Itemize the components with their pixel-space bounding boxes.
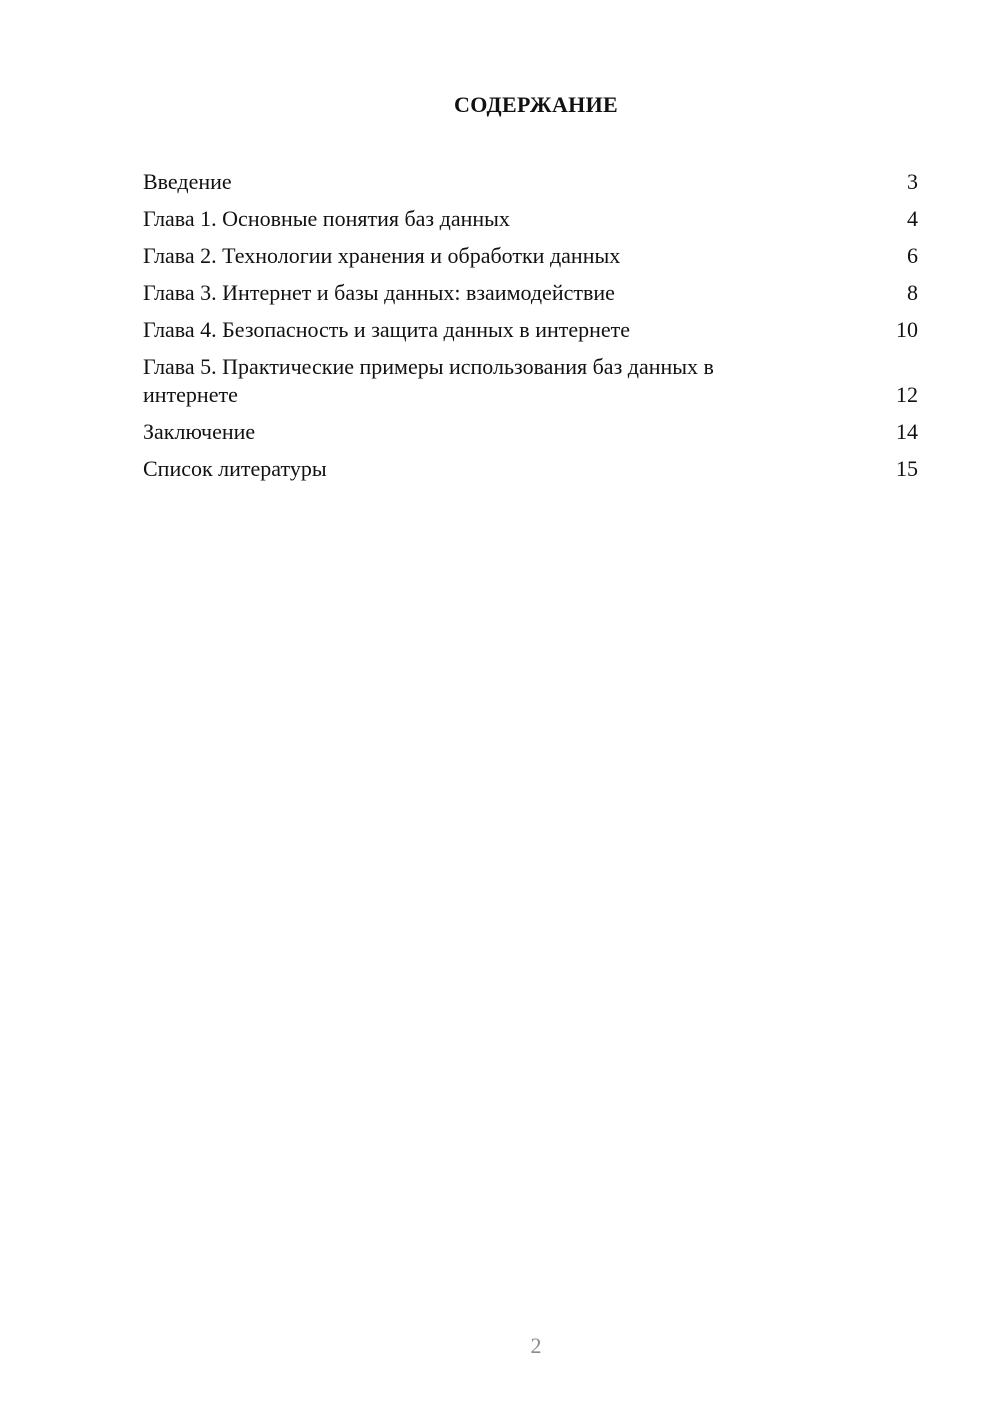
toc-entry-page: 4 — [907, 206, 918, 231]
toc-entry-page: 8 — [907, 280, 918, 305]
toc-entry-references[interactable] — [143, 455, 918, 483]
toc-entry-title: Введение — [143, 169, 232, 194]
toc-entry-chapter-2[interactable] — [143, 242, 918, 270]
toc-entry-chapter-5[interactable] — [143, 353, 918, 409]
toc-entry-title: Глава 3. Интернет и базы данных: взаимодействие — [143, 280, 615, 305]
toc-entry-title: Глава 4. Безопасность и защита данных в интернете — [143, 317, 631, 342]
toc-entry-page: 14 — [896, 419, 918, 444]
toc-entry-title: Глава 5. Практические примеры использования баз данных в интернете — [143, 354, 714, 407]
toc-entry-title: Глава 2. Технологии хранения и обработки данных — [143, 243, 621, 268]
toc-entry-title: Заключение — [143, 419, 256, 444]
toc-entry-page: 12 — [896, 382, 918, 407]
toc-entry-page: 6 — [907, 243, 918, 268]
toc-entry-chapter-1[interactable] — [143, 205, 918, 233]
toc-entry-chapter-3[interactable] — [143, 279, 918, 307]
toc-entry-page: 10 — [896, 317, 918, 342]
toc-entry-page: 3 — [907, 169, 918, 194]
toc-entry-chapter-4[interactable] — [143, 316, 918, 344]
toc-entry-title: Список литературы — [143, 456, 327, 481]
toc-entry-introduction[interactable] — [143, 168, 918, 196]
toc-entry-title: Глава 1. Основные понятия баз данных — [143, 206, 510, 231]
page-title: СОДЕРЖАНИЕ — [454, 92, 618, 117]
page-number: 2 — [530, 1333, 542, 1358]
toc-entry-page: 15 — [896, 456, 918, 481]
toc-entry-conclusion[interactable] — [143, 418, 918, 446]
table-of-contents — [143, 168, 918, 492]
